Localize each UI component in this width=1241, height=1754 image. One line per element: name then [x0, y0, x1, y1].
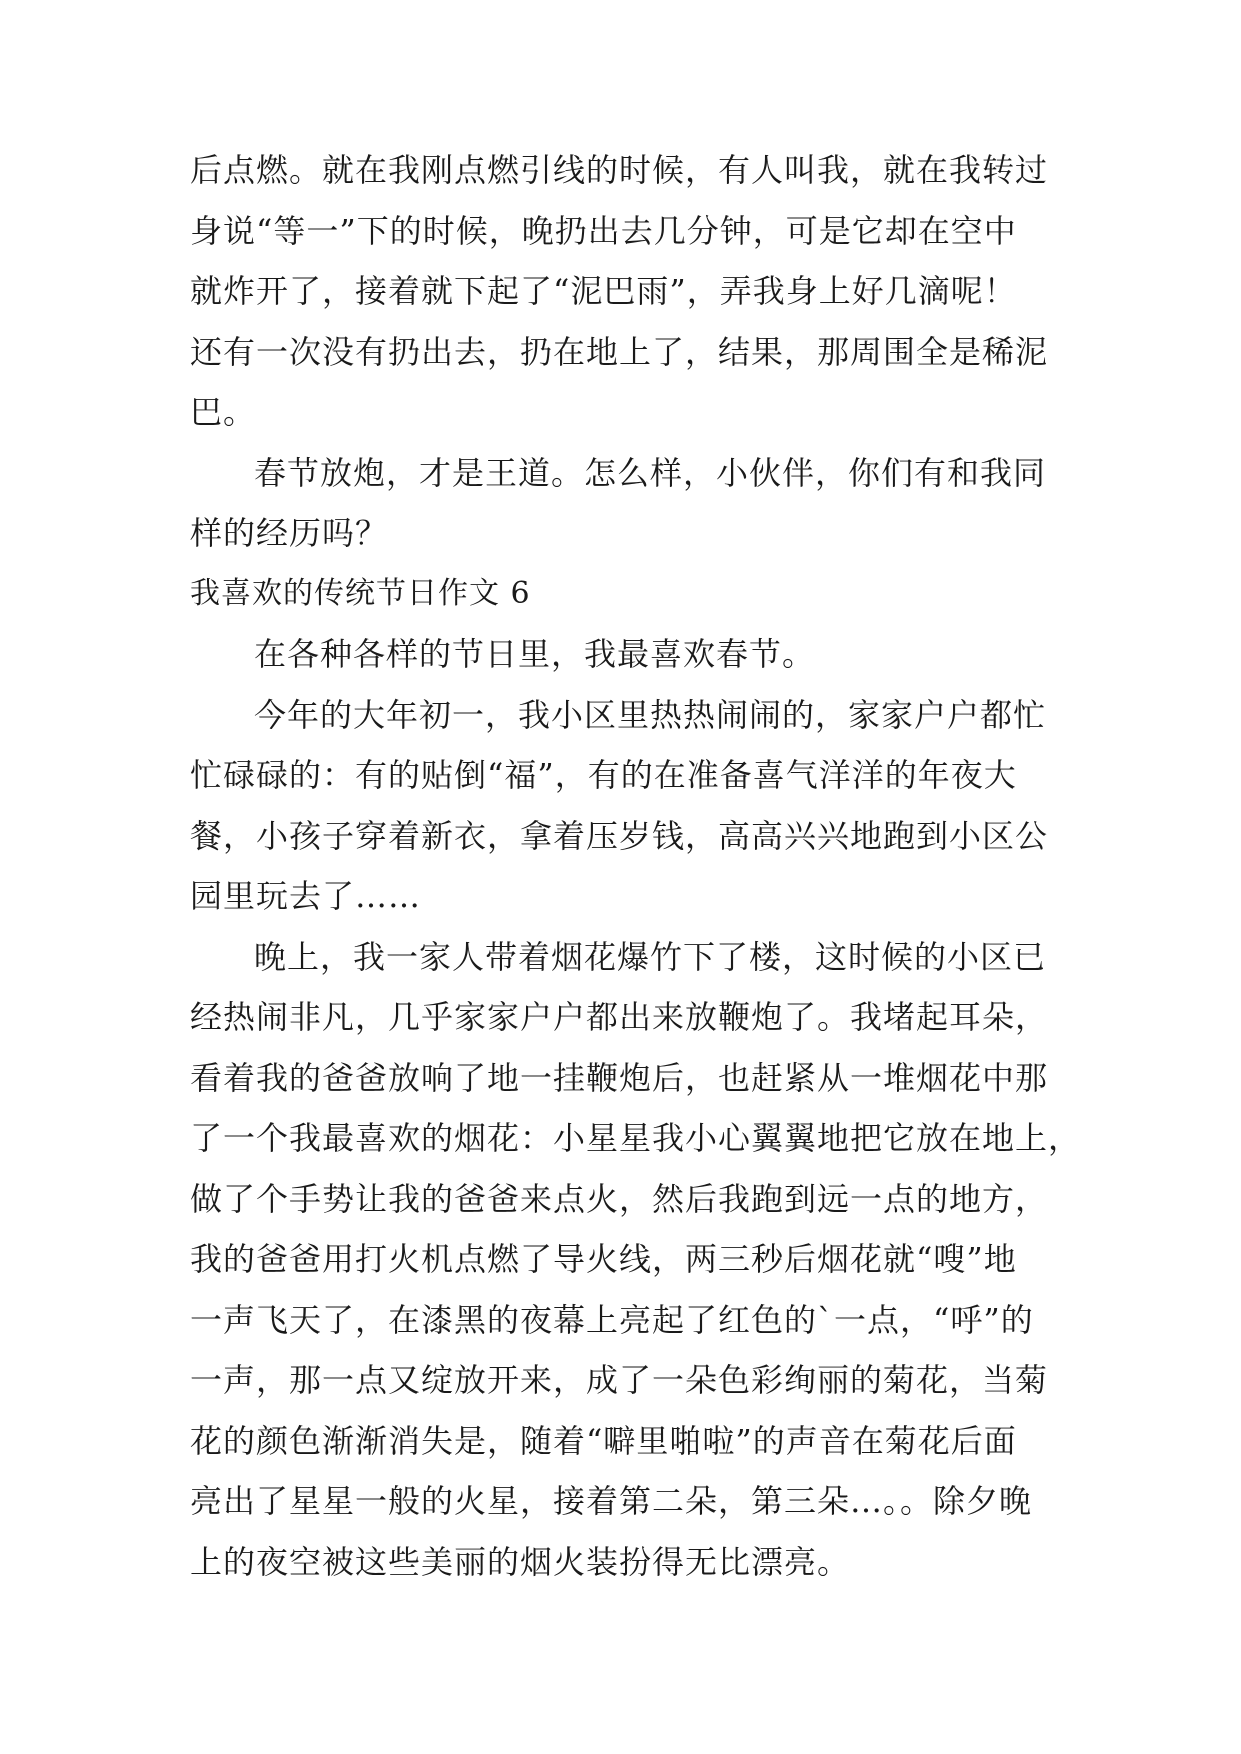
text-line: 还有一次没有扔出去，扔在地上了，结果，那周围全是稀泥 [190, 332, 1049, 371]
text-line: 花的颜色渐渐消失是，随着“噼里啪啦”的声音在菊花后面 [190, 1421, 1017, 1460]
text-line: 就炸开了，接着就下起了“泥巴雨”，弄我身上好几滴呢！ [190, 272, 1017, 310]
text-line: 做了个手势让我的爸爸来点火，然后我跑到远一点的地方， [190, 1179, 1049, 1218]
text-line: 亮出了星星一般的火星，接着第二朵，第三朵…。。除夕晚 [190, 1482, 1033, 1520]
text-line: 一声飞天了，在漆黑的夜幕上亮起了红色的`一点，“呼”的 [190, 1300, 1034, 1339]
text-line: 今年的大年初一，我小区里热热闹闹的，家家户户都忙 [254, 695, 1047, 734]
text-line: 经热闹非凡，几乎家家户户都出来放鞭炮了。我堵起耳朵， [190, 998, 1049, 1036]
text-line: 园里玩去了…… [190, 877, 422, 915]
section-heading: 我喜欢的传统节日作文 6 [190, 575, 531, 611]
text-line: 身说“等一”下的时候，晚扔出去几分钟，可是它却在空中 [190, 211, 1017, 250]
text-line: 在各种各样的节日里，我最喜欢春节。 [254, 635, 816, 673]
paragraph-2 [190, 443, 1060, 564]
document-page [190, 140, 1082, 1592]
text-line: 晚上，我一家人带着烟花爆竹下了楼，这时候的小区已 [254, 937, 1047, 976]
paragraph-4 [190, 685, 1060, 927]
text-line: 餐，小孩子穿着新衣，拿着压岁钱，高高兴兴地跑到小区公 [190, 816, 1049, 855]
text-line: 我的爸爸用打火机点燃了导火线，两三秒后烟花就“嗖”地 [190, 1240, 1017, 1278]
text-line: 忙碌碌的：有的贴倒“福”，有的在准备喜气洋洋的年夜大 [190, 756, 1017, 794]
text-line: 一声，那一点又绽放开来，成了一朵色彩绚丽的菊花，当菊 [190, 1361, 1049, 1399]
text-line: 样的经历吗？ [190, 514, 389, 552]
paragraph-1 [190, 140, 1060, 443]
text-line: 春节放炮，才是王道。怎么样，小伙伴，你们有和我同 [254, 453, 1047, 492]
text-line: 巴。 [190, 393, 257, 431]
paragraph-5 [190, 927, 1082, 1593]
text-line: 看着我的爸爸放响了地一挂鞭炮后，也赶紧从一堆烟花中那 [190, 1058, 1049, 1097]
text-line: 了一个我最喜欢的烟花：小星星我小心翼翼地把它放在地上， [190, 1119, 1082, 1157]
text-line: 上的夜空被这些美丽的烟火装扮得无比漂亮。 [190, 1542, 851, 1581]
text-line: 后点燃。就在我刚点燃引线的时候，有人叫我，就在我转过 [190, 151, 1049, 189]
paragraph-3 [190, 624, 1060, 685]
